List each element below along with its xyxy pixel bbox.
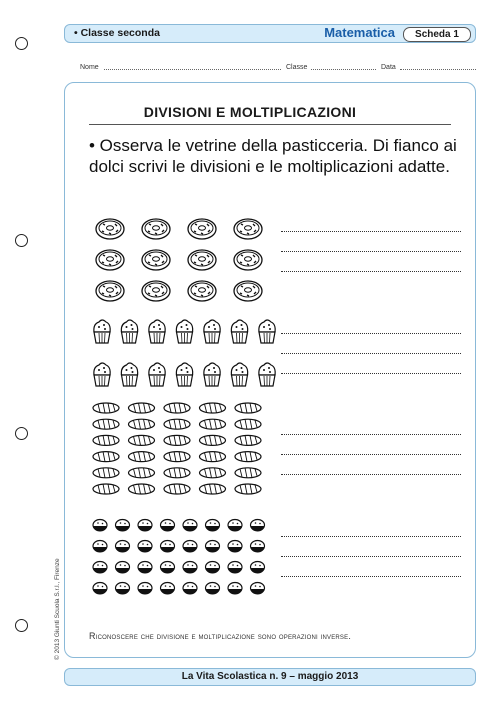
answer-line-donut-3[interactable] xyxy=(281,271,461,272)
cookie-icon xyxy=(116,583,130,595)
cookie-icon xyxy=(206,520,220,532)
cookie-icon xyxy=(138,541,152,553)
pastry-icon xyxy=(93,484,119,494)
cookie-icon xyxy=(161,520,175,532)
cookie-icon xyxy=(116,562,130,574)
student-fields xyxy=(74,64,476,74)
pastry-icon xyxy=(200,419,226,429)
answer-line-pastry-2[interactable] xyxy=(281,454,461,455)
donut-icon xyxy=(142,250,170,270)
donut-icon xyxy=(142,281,170,301)
cupcake-icon xyxy=(94,363,110,386)
pastry-icon xyxy=(200,452,226,462)
cupcake-icon xyxy=(121,320,137,343)
cookie-icon xyxy=(251,541,265,553)
binder-hole-2 xyxy=(15,234,28,247)
cookie-icon xyxy=(183,541,197,553)
donut-icon xyxy=(234,250,262,270)
answer-line-cookie-1[interactable] xyxy=(281,536,461,537)
pastry-icon xyxy=(164,468,190,478)
cookie-icon xyxy=(228,562,242,574)
cupcake-icon xyxy=(176,320,192,343)
cookie-icon xyxy=(116,541,130,553)
cookie-icon xyxy=(251,520,265,532)
answer-line-cupcake-3[interactable] xyxy=(281,373,461,374)
donut-icon xyxy=(96,281,124,301)
header-bar xyxy=(64,24,476,43)
donut-icon xyxy=(188,281,216,301)
learning-objective xyxy=(89,631,351,641)
date-field[interactable] xyxy=(400,69,476,70)
pastry-icon xyxy=(235,452,261,462)
pastry-icon xyxy=(129,468,155,478)
pastry-icon xyxy=(129,419,155,429)
name-label: Nome xyxy=(80,64,99,71)
cookie-icon xyxy=(206,562,220,574)
sheet-number: Scheda 1 xyxy=(403,27,471,42)
cupcake-icon xyxy=(176,363,192,386)
pastry-icon xyxy=(235,484,261,494)
pastry-icon xyxy=(200,484,226,494)
cupcake-icon xyxy=(94,320,110,343)
cupcake-icon xyxy=(121,363,137,386)
pastry-icon xyxy=(93,419,119,429)
cupcake-icon xyxy=(231,320,247,343)
page-title: DIVISIONI E MOLTIPLICAZIONI xyxy=(143,104,357,120)
cookie-icon xyxy=(93,541,107,553)
answer-line-donut-2[interactable] xyxy=(281,251,461,252)
pastry-icon xyxy=(129,403,155,413)
cookie-icon xyxy=(228,583,242,595)
cupcake-icon xyxy=(259,363,275,386)
cookie-icon xyxy=(138,562,152,574)
pastry-icon xyxy=(93,452,119,462)
cookie-icon xyxy=(206,583,220,595)
donut-icon xyxy=(234,281,262,301)
footer-bar xyxy=(64,668,476,686)
answer-line-cookie-2[interactable] xyxy=(281,556,461,557)
cookie-icon xyxy=(251,562,265,574)
donut-icon xyxy=(188,219,216,239)
cupcake-icon xyxy=(149,363,165,386)
pastry-icon xyxy=(164,419,190,429)
donut-icon xyxy=(188,250,216,270)
cookie-icon xyxy=(93,520,107,532)
class-label: • Classe seconda xyxy=(74,27,160,39)
binder-hole-3 xyxy=(15,427,28,440)
binder-hole-1 xyxy=(15,37,28,50)
answer-line-cupcake-1[interactable] xyxy=(281,333,461,334)
cookie-icon xyxy=(161,541,175,553)
pastry-icon xyxy=(164,403,190,413)
cupcake-icon xyxy=(259,320,275,343)
class-field-label: Classe xyxy=(286,64,308,71)
title-divider xyxy=(89,124,451,125)
pastry-icon xyxy=(164,452,190,462)
cookie-icon xyxy=(228,541,242,553)
cookie-icon xyxy=(251,583,265,595)
date-label: Data xyxy=(381,64,396,71)
pastry-shop-illustration xyxy=(88,212,278,612)
donut-icon xyxy=(142,219,170,239)
pastry-icon xyxy=(93,468,119,478)
cupcake-icon xyxy=(231,363,247,386)
cupcake-icon xyxy=(149,320,165,343)
donut-icon xyxy=(96,250,124,270)
answer-line-pastry-3[interactable] xyxy=(281,474,461,475)
pastry-icon xyxy=(235,435,261,445)
pastry-icon xyxy=(235,419,261,429)
pastry-icon xyxy=(235,468,261,478)
pastry-icon xyxy=(235,403,261,413)
cupcake-icon xyxy=(204,363,220,386)
donut-icon xyxy=(96,219,124,239)
binder-hole-4 xyxy=(15,619,28,632)
donut-icon xyxy=(234,219,262,239)
cupcake-icon xyxy=(204,320,220,343)
answer-line-cookie-3[interactable] xyxy=(281,576,461,577)
name-field[interactable] xyxy=(104,69,281,70)
pastry-icon xyxy=(200,403,226,413)
instruction-text: • Osserva le vetrine della pasticceria. Di fianco ai dolci scrivi le divisioni e le moltiplicazioni adatte. xyxy=(89,136,457,176)
cookie-icon xyxy=(161,562,175,574)
answer-line-donut-1[interactable] xyxy=(281,231,461,232)
cookie-icon xyxy=(183,562,197,574)
cookie-icon xyxy=(93,562,107,574)
copyright-notice: © 2013 Giunti Scuola S.r.l., Firenze xyxy=(54,558,61,660)
answer-line-pastry-1[interactable] xyxy=(281,434,461,435)
cookie-icon xyxy=(116,520,130,532)
cookie-icon xyxy=(206,541,220,553)
footer-text: La Vita Scolastica n. 9 – maggio 2013 xyxy=(181,671,359,682)
pastry-icon xyxy=(129,484,155,494)
cookie-icon xyxy=(138,520,152,532)
learning-objective-text: Riconoscere che divisione e moltiplicazione sono operazioni inverse. xyxy=(89,631,352,641)
pastry-icon xyxy=(200,435,226,445)
pastry-icon xyxy=(200,468,226,478)
pastry-icon xyxy=(129,452,155,462)
cookie-icon xyxy=(161,583,175,595)
class-field[interactable] xyxy=(311,69,376,70)
cookie-icon xyxy=(183,583,197,595)
cookie-icon xyxy=(228,520,242,532)
pastry-icon xyxy=(93,403,119,413)
cookie-icon xyxy=(138,583,152,595)
pastry-icon xyxy=(93,435,119,445)
pastry-icon xyxy=(129,435,155,445)
cookie-icon xyxy=(183,520,197,532)
pastry-icon xyxy=(164,435,190,445)
pastry-icon xyxy=(164,484,190,494)
answer-line-cupcake-2[interactable] xyxy=(281,353,461,354)
subject-label: Matematica xyxy=(324,25,395,40)
cookie-icon xyxy=(93,583,107,595)
